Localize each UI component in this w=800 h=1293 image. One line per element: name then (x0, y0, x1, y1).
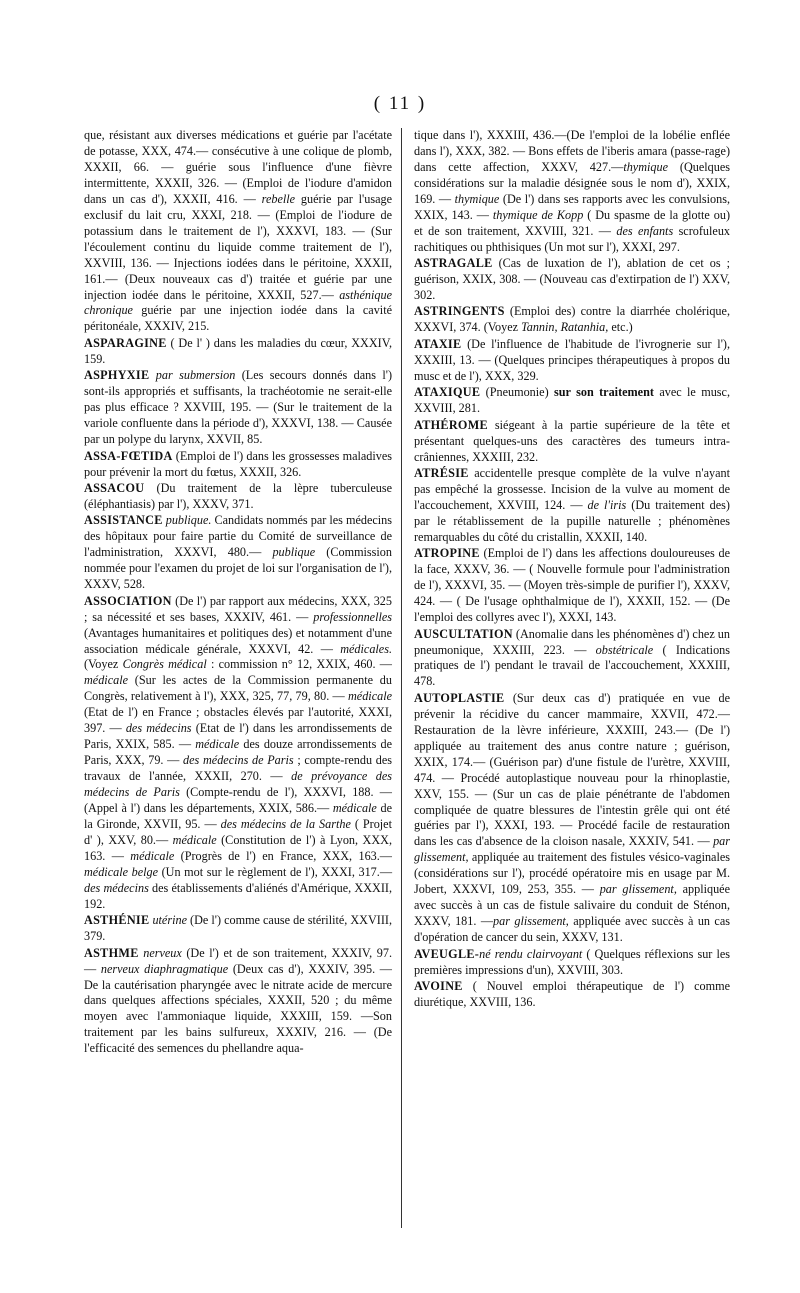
entry-text: ( Projet d' ), XXV, 80.— (84, 816, 392, 847)
entry-text: médicale (348, 689, 392, 704)
entry-text: des médecins (125, 721, 192, 736)
entry-text: (Etat de l') dans les arrondissements de Paris, XXIX, 585. — (84, 721, 393, 752)
entry-text: rebelle (261, 191, 296, 206)
index-entry (414, 979, 730, 1011)
entry-text: (De l') et de son traitement, XXXIV, 97. — (84, 945, 392, 976)
index-entry (414, 337, 730, 385)
entry-text: utérine (152, 913, 187, 928)
entry-text: (De l') dans ses rapports avec les convulsions, XXIX, 143. — (414, 191, 731, 222)
entry-text: (Du traitement de la lèpre tuberculeuse (éléphantiasis) par l'), XXXV, 371. (84, 480, 392, 511)
entry-text: médicale belge (84, 864, 158, 879)
entry-text: Candidats nommés par les médecins des hôpitaux pour faire partie du Comité de surveillance de l'administration, XXXVI, 480.— (84, 513, 393, 560)
index-headword: ASTRINGENTS (414, 304, 505, 319)
index-headword: ASPARAGINE (84, 335, 167, 350)
entry-text: (Sur deux cas d') pratiquée en vue de prévenir la récidive du cancer mammaire, XXVII, 472.— Restauration de la lèvre inférieure, XXXIII, 243.— (De l') appliquée au traitement des anus contre nature ; guérison, XXIX, 174.— (Guérison par) d'une fistule de l'urètre, XXVIII, 474. — Procédé autoplastique nouveau pour la rhinoplastie, XXV, 155. — (Sur un cas de plaie pénétrante de l'abdomen compliquée de quatre blessures de l'intestin grêle qui ont été guéries par l'), XXXI, 193. — Procédé facile de restauration dans les cas d'absence de la cloison nasale, XXXIV, 541. — (414, 690, 730, 849)
index-headword: ASTHÉNIE (84, 913, 150, 928)
index-headword: ASTRAGALE (414, 256, 493, 271)
entry-text: médicale (332, 801, 377, 816)
index-headword: ASSACOU (84, 480, 145, 495)
entry-text: professionnelles (313, 609, 392, 624)
entry-text: nerveux diaphragmatique (100, 961, 229, 976)
index-entry (414, 418, 730, 466)
entry-text: (Emploi de l') dans les affections douloureuses de la face, XXXV, 36. — ( Nouvelle formule pour l'administration de l'), XXXVI, 35. — (Moyen très-simple de purifier l'), XXXV, 424. — ( De l'usage ophthalmique de l'), XXXII, 152. — (De l'emploi des collyres avec l'), XXXI, 143. (414, 546, 730, 625)
index-entry (84, 913, 392, 945)
entry-text: (Emploi de l') dans les grossesses maladives pour prévenir la mort du fœtus, XXXII, 326. (84, 448, 392, 479)
entry-text: ( Quelques réflexions sur les premières impressions d'un), XXVIII, 303. (414, 946, 730, 977)
entry-text: (Constitution de l') à Lyon, XXX, 163. — (84, 832, 392, 863)
left-column (84, 128, 392, 1058)
entry-text: thymique (454, 191, 500, 206)
index-headword: ATRÉSIE (414, 466, 469, 481)
index-entry (414, 256, 730, 304)
entry-text: de la Gironde, XXVII, 95. — (84, 801, 392, 831)
index-entry (84, 513, 392, 593)
entry-text: (Quelques considérations sur la maladie désignée sous le nom d'), XXIX, 169. — (414, 159, 730, 206)
right-column (414, 128, 730, 1011)
entry-text: ( Du spasme de la glotte ou) et de son traitement, XXVIII, 321. — (414, 207, 730, 238)
index-entry-continuation (414, 128, 730, 256)
index-headword: ATHÉROME (414, 417, 488, 432)
entry-text: siégeant à la partie supérieure de la tête et présentant quelques-uns des caractères des tumeurs intra-crâniennes, XXXIII, 232. (414, 417, 730, 464)
entry-text: nerveux (143, 945, 182, 960)
index-headword: ATAXIE (414, 336, 462, 351)
entry-text: asthénique chronique (84, 287, 392, 318)
index-entry (414, 947, 730, 979)
entry-text: de l'iris (587, 497, 627, 512)
index-headword: ASTHME (84, 945, 139, 960)
index-entry-continuation (84, 128, 392, 335)
entry-text: (De l') comme cause de stérilité, XXVIII, 379. (84, 913, 392, 944)
entry-text: médicale (130, 848, 175, 863)
entry-text: (Avantages humanitaires et politiques des) et notamment d'une association médicale générale, XXXVI, 42. — (84, 625, 392, 656)
entry-text: (Progrès de l') en France, XXX, 163.— (174, 848, 392, 863)
index-entry (414, 385, 730, 417)
index-entry (414, 466, 730, 546)
entry-text: né rendu clairvoyant (479, 946, 583, 961)
entry-text: guérie par l'usage exclusif du lait cru, XXXI, 218. — (Emploi de l'iodure de potassium dans le traitement de l'), XXXVI, 183. — (Sur l'écoulement continu du liquide comme traitement de l'), XXVIII, 136. — Injections iodées dans le péritoine, XXXII, 161.— (Deux nouveaux cas d') traitée et guérie par une injection iodée dans le péritoine, XXXII, 527.— (84, 191, 392, 302)
index-headword: ATAXIQUE (414, 385, 481, 400)
entry-text: ( Nouvel emploi thérapeutique de l') comme diurétique, XXVIII, 136. (414, 979, 730, 1009)
index-headword: AVOINE (414, 979, 463, 994)
entry-text: (Deux cas d'), XXXIV, 395. — De la cautérisation pharyngée avec le nitrate acide de mercure dans quelques affections spéciales, XXXII, 520 ; du même moyen avec l'ammoniaque liquide, XXXIII, 159. —Son traitement par les bains sulfureux, XXXIV, 216. — (De l'efficacité des semences du phellandre aqua- (84, 961, 392, 1056)
page-number: ( 11 ) (373, 93, 427, 114)
index-headword: AUSCULTATION (414, 626, 513, 641)
entry-text: ( Indications pratiques de l') pendant le travail de l'accouchement, XXXIII, 478. (414, 642, 730, 689)
entry-text: (Compte-rendu de l'), XXXVI, 188. —(Appel à l') dans les départements, XXIX, 586.— (84, 785, 392, 816)
entry-text: des médecins (84, 880, 149, 895)
index-entry (414, 691, 730, 946)
entry-text: appliquée au traitement des fistules vésico-vaginales (considérations sur l'), procédé opératoire mis en usage par M. Jobert, XXXVI, 109, 253, 355. — (414, 850, 730, 897)
entry-text: (Commission nommée pour l'examen du projet de loi sur l'organisation de l'), XXXV, 528. (84, 545, 392, 592)
entry-text: sur son traitement (554, 385, 654, 400)
entry-text: Tannin, Ratanhia, (521, 320, 609, 335)
column-divider (401, 128, 402, 1228)
entry-text: par glissement, (493, 914, 569, 929)
entry-text: thymique de Kopp (492, 207, 584, 222)
index-entry (84, 336, 392, 368)
entry-text: ; compte-rendu des travaux de l'année, XXXII, 270. — (84, 753, 392, 784)
index-headword: AVEUGLE- (414, 946, 480, 961)
entry-text: (Les secours donnés dans l') sont-ils appropriés et suffisants, la trachéotomie ne serait-elle pas plus efficace ? XXVIII, 195. — (Sur le traitement de la variole confluente dans la période d'), XXXVI, 138. — Causée par un polype du larynx, XXVII, 85. (84, 368, 393, 447)
index-entry (84, 481, 392, 513)
entry-text: accidentelle presque complète de la vulve n'ayant pas empêché la grossesse. Incision de la vulve au moment de l'accouchement, XXVIII, 124. — (414, 466, 730, 512)
index-entry (84, 594, 392, 913)
index-entry (414, 304, 730, 336)
entry-text: : commission n° 12, XXIX, 460. — (206, 657, 392, 672)
entry-text: (Un mot sur le règlement de l'), XXXI, 317.— (158, 864, 393, 879)
entry-text: par submersion (155, 368, 236, 383)
entry-text: tique dans l'), XXXIII, 436.—(De l'emploi de la lobélie enflée dans l'), XXX, 382. — Bons effets de l'iberis amara (passe-rage) dans cette affection, XXXV, 427.— (414, 128, 730, 174)
index-headword: AUTOPLASTIE (414, 690, 505, 705)
index-entry (84, 946, 392, 1058)
entry-text: appliquée avec succès à un cas d'opération de cancer du sein, XXXV, 131. (414, 914, 730, 945)
entry-text: obstétricale (595, 642, 654, 657)
entry-text: médicale (172, 832, 217, 847)
entry-text: (Sur les actes de la Commission permanente du Congrès, relativement à l'), XXX, 325, 77, 79, 80. — (84, 673, 392, 704)
entry-text: par glissement, (599, 882, 677, 897)
index-headword: ASSOCIATION (84, 593, 172, 608)
entry-text: thymique (623, 159, 668, 174)
entry-text: que, résistant aux diverses médications et guérie par l'acétate de potasse, XXX, 474.— consécutive à une colique de plomb, XXXII, 66. — guérie sous l'influence d'une fièvre intermittente, XXXII, 326. — (Emploi de l'iodure d'amidon dans un cas d'), XXXII, 416. — (84, 128, 392, 206)
entry-text: (Du traitement des) par le rétablissement de la pupille naturelle ; phénomènes remarquables du côté du cristallin, XXXII, 140. (414, 497, 730, 544)
entry-text: par glissement, (414, 834, 730, 865)
entry-text: publique. (165, 513, 212, 528)
entry-text: (Voyez (84, 657, 123, 672)
entry-text: scrofuleux rachitiques ou phthisiques (Un mot sur l'), XXXI, 297. (414, 223, 731, 254)
two-column-index (84, 128, 736, 1238)
entry-text: (De l') par rapport aux médecins, XXX, 325 ; sa nécessité et ses bases, XXXIV, 461. — (84, 593, 392, 624)
entry-text: guérie par une injection iodée dans la cavité péritonéale, XXXIV, 215. (84, 303, 392, 334)
entry-text: appliquée avec succès à un cas de fistule salivaire du conduit de Sténon, XXXV, 181. — (414, 882, 730, 929)
entry-text: Congrès médical (122, 657, 207, 672)
entry-text: des établissements d'aliénés d'Amérique, XXXII, 192. (84, 880, 392, 911)
entry-text: (Cas de luxation de l'), ablation de cet os ; guérison, XXIX, 308. — (Nouveau cas d'extirpation de l') XXV, 302. (414, 256, 730, 303)
entry-text: ( De l' ) dans les maladies du cœur, XXXIV, 159. (84, 335, 392, 366)
index-headword: ATROPINE (414, 546, 480, 561)
index-entry (84, 368, 392, 448)
entry-text: (De l'influence de l'habitude de l'ivrognerie sur l'), XXXIII, 13. — (Quelques principes thérapeutiques à propos du musc et de l'), XXX, 329. (414, 336, 730, 383)
index-entry (84, 449, 392, 481)
entry-text: des enfants (616, 223, 674, 238)
entry-text: publique (272, 545, 316, 560)
index-headword: ASSISTANCE (84, 513, 163, 528)
entry-text: de prévoyance des médecins de Paris (84, 769, 392, 800)
entry-text: avec le musc, XXVIII, 281. (414, 385, 730, 416)
index-entry (414, 627, 730, 691)
entry-text: (Pneumonie) (480, 385, 555, 400)
entry-text: médicale (195, 737, 240, 752)
entry-text: des médecins de la Sarthe (220, 816, 351, 831)
entry-text: (Etat de l') en France ; obstacles élevés par l'autorité, XXXI, 397. — (84, 705, 392, 736)
index-entry (414, 546, 730, 626)
entry-text: (Emploi des) contre la diarrhée cholérique, XXXVI, 374. (Voyez (414, 304, 730, 335)
entry-text: médicale (84, 673, 128, 688)
entry-text: médicales. (340, 641, 392, 656)
index-headword: ASSA-FŒTIDA (84, 448, 173, 463)
entry-text: etc.) (608, 320, 633, 335)
entry-text: (Anomalie dans les phénomènes d') chez un pneumonique, XXXIII, 223. — (414, 626, 730, 657)
entry-text: des douze arrondissements de Paris, XXX, 79. — (84, 737, 392, 768)
entry-text: des médecins de Paris (183, 753, 294, 768)
index-headword: ASPHYXIE (84, 368, 150, 383)
